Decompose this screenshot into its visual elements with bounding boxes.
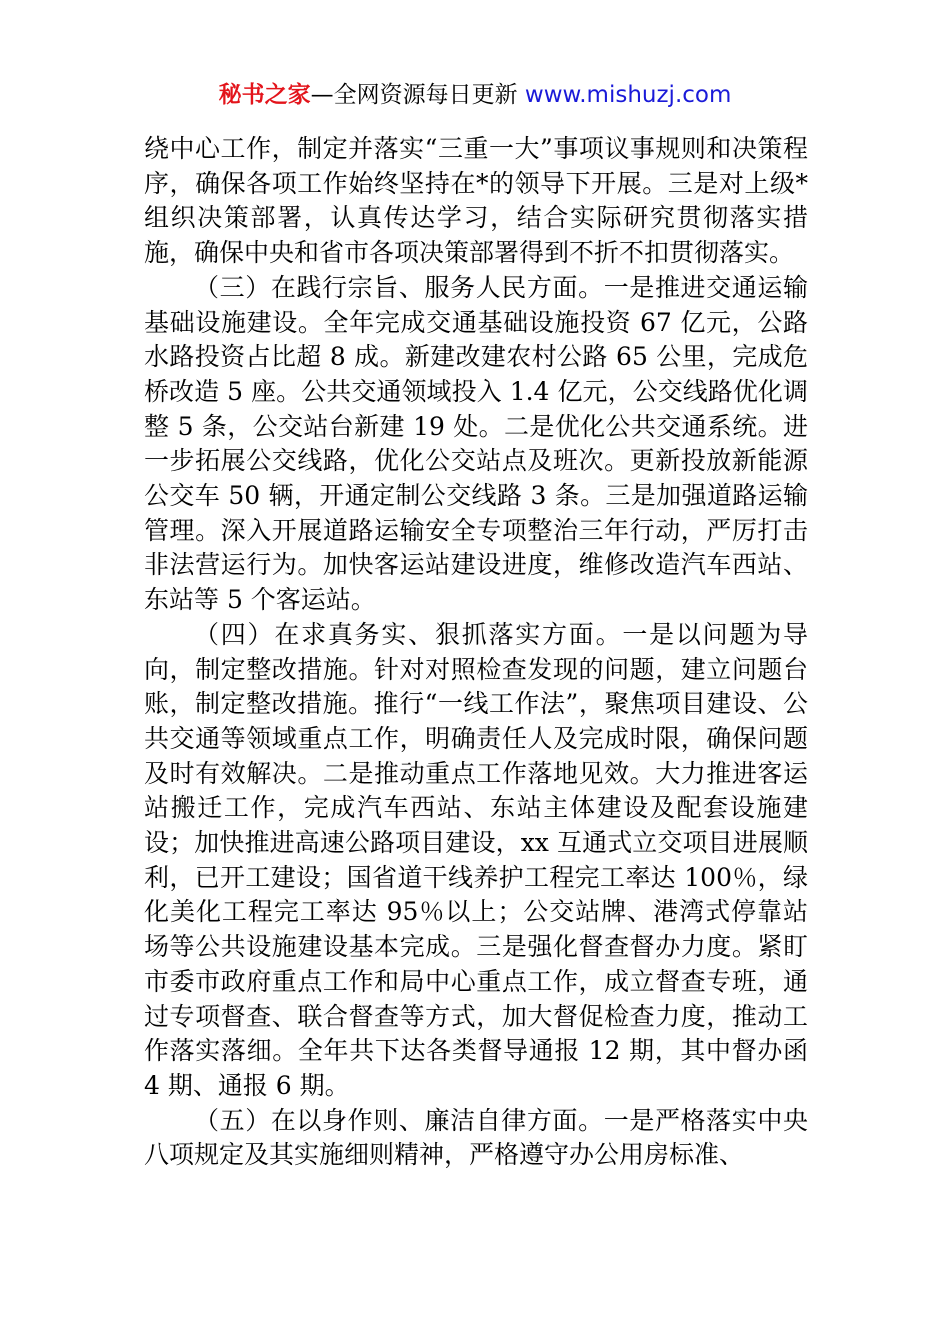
paragraph-section-3: （三）在践行宗旨、服务人民方面。一是推进交通运输基础设施建设。全年完成交通基础设施投资 67 亿元，公路水路投资占比超 8 成。新建改建农村公路 65 公里，完成危桥改造 5 座。公共交通领域投入 1.4 亿元，公交线路优化调整 5 条，公交站台新建 19 处。二是优化公共交通系统。进一步拓展公交线路，优化公交站点及班次。更新投放新能源公交车 50 辆，开通定制公交线路 3 条。三是加强道路运输管理。深入开展道路运输安全专项整治三年行动，严厉打击非法营运行为。加快客运站建设进度，维修改造汽车西站、东站等 5 个客运站。 [144, 272, 808, 615]
site-tagline: —全网资源每日更新 [310, 82, 525, 108]
paragraph-continuation: 绕中心工作，制定并落实“三重一大”事项议事规则和决策程序，确保各项工作始终坚持在*的领导下开展。三是对上级*组织决策部署，认真传达学习，结合实际研究贯彻落实措施，确保中央和省市各项决策部署得到不折不扣贯彻落实。 [144, 134, 808, 268]
site-url-link[interactable]: www.mishuzj.com [524, 82, 732, 108]
paragraph-section-4: （四）在求真务实、狠抓落实方面。一是以问题为导向，制定整改措施。针对对照检查发现的问题，建立问题台账，制定整改措施。推行“一线工作法”，聚焦项目建设、公共交通等领域重点工作，明确责任人及完成时限，确保问题及时有效解决。二是推动重点工作落地见效。大力推进客运站搬迁工作，完成汽车西站、东站主体建设及配套设施建设；加快推进高速公路项目建设，xx 互通式立交项目进展顺利，已开工建设；国省道干线养护工程完工率达 100％，绿化美化工程完工率达 95％以上；公交站牌、港湾式停靠站场等公共设施建设基本完成。三是强化督查督办力度。紧盯市委市政府重点工作和局中心重点工作，成立督查专班，通过专项督查、联合督查等方式，加大督促检查力度，推动工作落实落细。全年共下达各类督导通报 12 期，其中督办函 4 期、通报 6 期。 [144, 619, 808, 1100]
site-brand: 秘书之家 [218, 82, 311, 108]
document-body [144, 132, 808, 1173]
site-header [0, 78, 950, 112]
paragraph-section-5: （五）在以身作则、廉洁自律方面。一是严格落实中央八项规定及其实施细则精神，严格遵守办公用房标准、 [144, 1105, 808, 1170]
